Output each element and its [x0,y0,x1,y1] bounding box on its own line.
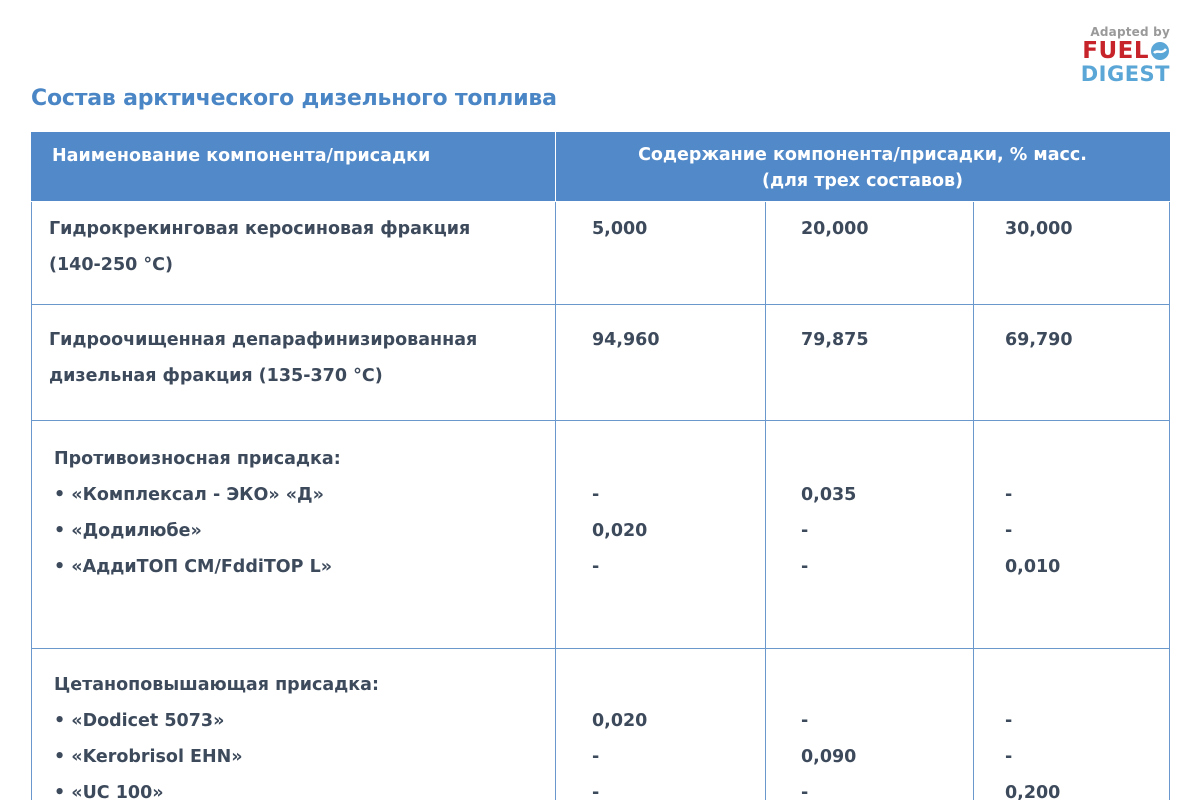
component-name-cell [32,305,556,421]
value: 0,035 [801,485,857,505]
value: - [801,783,809,800]
table-row [32,305,1170,421]
header-component-name: Наименование компонента/присадки [32,133,556,202]
value: - [592,485,600,505]
value-cell-composition-3 [974,202,1170,305]
page-title: Состав арктического дизельного топлива [31,86,557,111]
value: 5,000 [592,219,648,239]
additive-item: • «АддиТОП СМ/FddiTOP L» [54,557,333,577]
table-row [32,202,1170,305]
component-name-line: Гидроочищенная депарафинизированная [49,330,478,350]
value-cell-composition-3 [974,421,1170,649]
value: 79,875 [801,330,869,350]
value: - [801,711,809,731]
value-cell-composition-1 [556,421,766,649]
table-header-row [32,133,1170,202]
value-cell-composition-2 [766,421,974,649]
value: 0,090 [801,747,857,767]
value: 30,000 [1005,219,1073,239]
component-name-cell [32,202,556,305]
value-cell-composition-1 [556,649,766,800]
value: - [801,521,809,541]
value-cell-composition-3 [974,649,1170,800]
value-cell-composition-3 [974,305,1170,421]
value: - [592,783,600,800]
additive-group-title: Противоизносная присадка: [54,449,341,469]
component-name-cell [32,421,556,649]
component-name-line: дизельная фракция (135-370 °С) [49,366,383,386]
value: - [1005,521,1013,541]
header-content-line1: Содержание компонента/присадки, % масс. [638,145,1087,165]
additive-item: • «Kerobrisol EHN» [54,747,243,767]
value-cell-composition-2 [766,305,974,421]
logo-fuel-text: FUEL [1082,38,1149,64]
component-name-line: (140-250 °С) [49,255,174,275]
logo-fuel [1060,39,1170,63]
component-name-cell [32,649,556,800]
value: - [592,747,600,767]
value: 0,200 [1005,783,1061,800]
additive-group-title: Цетаноповышающая присадка: [54,675,379,695]
value: 94,960 [592,330,660,350]
component-name-line: Гидрокрекинговая керосиновая фракция [49,219,471,239]
value: 0,010 [1005,557,1061,577]
fuel-drop-icon [1150,40,1170,62]
composition-table [31,132,1170,800]
value: 0,020 [592,711,648,731]
value: 20,000 [801,219,869,239]
value-cell-composition-1 [556,305,766,421]
additive-item: • «Комплексал - ЭКО» «Д» [54,485,324,505]
additive-item: • «UC 100» [54,783,164,800]
additive-item: • «Dodicet 5073» [54,711,225,731]
value-cell-composition-2 [766,649,974,800]
value: 0,020 [592,521,648,541]
value-cell-composition-1 [556,202,766,305]
table-row [32,421,1170,649]
value: - [1005,747,1013,767]
value: 69,790 [1005,330,1073,350]
value: - [801,557,809,577]
additive-item: • «Додилюбе» [54,521,202,541]
logo-digest: DIGEST [1080,62,1170,86]
value-cell-composition-2 [766,202,974,305]
fuel-digest-logo [1060,25,1170,85]
table-row [32,649,1170,800]
value: - [1005,711,1013,731]
value: - [1005,485,1013,505]
header-content-line2: (для трех составов) [761,171,964,191]
value: - [592,557,600,577]
header-content [556,133,1170,202]
logo-adapted-by: Adapted by [1090,25,1170,39]
